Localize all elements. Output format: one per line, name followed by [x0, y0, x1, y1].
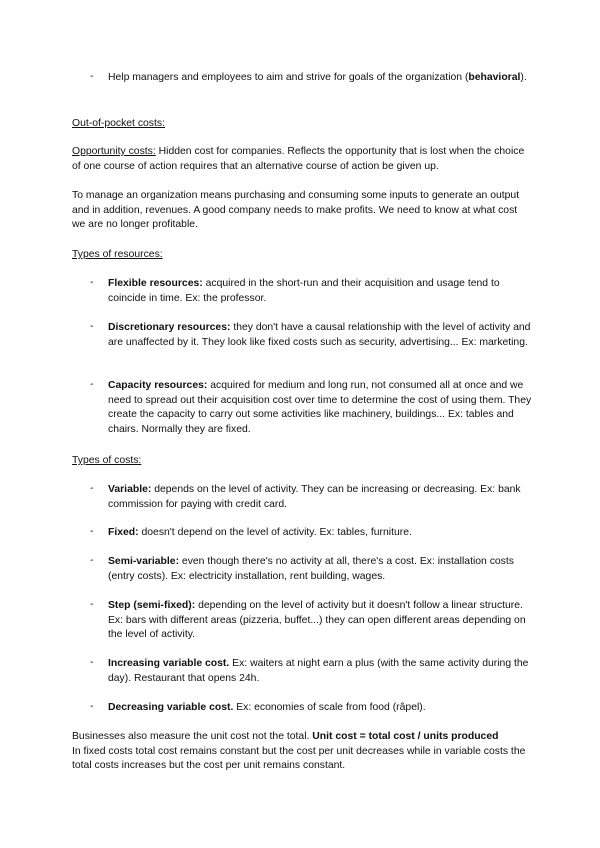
bullet-dash: - — [90, 71, 94, 82]
opportunity-costs-label: Opportunity costs: — [72, 146, 156, 157]
cost-item-semi-variable — [108, 555, 533, 584]
bullet-dash: - — [90, 483, 94, 494]
resource-term: Flexible resources: — [108, 278, 203, 289]
intro-bullet-text: Help managers and employees to aim and strive for goals of the organization ( — [108, 72, 469, 83]
costs-heading: Types of costs: — [72, 455, 142, 466]
cost-text: Ex: waiters at night earn a plus (with the same activity during the day). Restaurant that opens 24h. — [108, 658, 529, 684]
resource-item-flexible — [108, 277, 533, 306]
cost-term: Increasing variable cost. — [108, 658, 230, 669]
cost-item-fixed — [108, 526, 533, 541]
intro-bullet-bold: behavioral — [468, 72, 521, 83]
unit-cost-paragraph — [72, 730, 542, 774]
cost-item-decreasing — [108, 701, 533, 716]
cost-item-variable — [108, 483, 533, 512]
cost-term: Semi-variable: — [108, 556, 180, 567]
intro-bullet-end: ). — [520, 72, 527, 83]
cost-item-step — [108, 599, 533, 643]
resource-text: acquired for medium and long run, not consumed all at once and we need to spread out their acquisition cost over time to determine the cost of using them. They create the capacity to carry out some activities like machinery, buildings... Ex: tables and chairs. Normally they are fixed. — [108, 380, 532, 435]
unit-cost-rest: In fixed costs total cost remains constant but the cost per unit decreases while in variable costs the total costs increases but the cost per unit remains constant. — [72, 745, 526, 772]
manage-paragraph: To manage an organization means purchasing and consuming some inputs to generate an output and in addition, revenues. A good company needs to make profits. We need to know at what cost we are no longer profitable. — [72, 190, 520, 231]
resource-item-capacity — [108, 379, 533, 437]
bullet-dash: - — [90, 321, 94, 332]
intro-bullet — [108, 71, 533, 86]
bullet-dash: - — [90, 701, 94, 712]
cost-term: Fixed: — [108, 527, 139, 538]
opportunity-costs-paragraph — [72, 145, 532, 174]
out-of-pocket-heading: Out-of-pocket costs: — [72, 118, 165, 129]
unit-cost-text: Businesses also measure the unit cost not the total. — [72, 731, 313, 742]
cost-text: Ex: economies of scale from food (râpel). — [233, 702, 426, 713]
bullet-dash: - — [90, 599, 94, 610]
cost-term: Decreasing variable cost. — [108, 702, 234, 713]
bullet-dash: - — [90, 555, 94, 566]
resource-term: Capacity resources: — [108, 380, 208, 391]
cost-item-increasing — [108, 657, 533, 686]
resources-heading: Types of resources: — [72, 249, 163, 260]
resource-term: Discretionary resources: — [108, 322, 231, 333]
bullet-dash: - — [90, 379, 94, 390]
cost-text: doesn't depend on the level of activity. Ex: tables, furniture. — [138, 527, 412, 538]
cost-term: Step (semi-fixed): — [108, 600, 196, 611]
cost-text: even though there's no activity at all, there's a cost. Ex: installation costs (entry costs). Ex: electricity installation, rent building, wages. — [108, 556, 514, 582]
bullet-dash: - — [90, 657, 94, 668]
unit-cost-formula: Unit cost = total cost / units produced — [312, 731, 499, 742]
bullet-dash: - — [90, 526, 94, 537]
opportunity-costs-text: Hidden cost for companies. Reflects the opportunity that is lost when the choice of one course of action requires that an alternative course of action be given up. — [72, 146, 525, 172]
resource-text: they don't have a causal relationship with the level of activity and are unaffected by it. They look like fixed costs such as security, advertising... Ex: marketing. — [108, 322, 531, 348]
cost-text: depending on the level of activity but it doesn't follow a linear structure. Ex: bars with different areas (pizzeria, buffet...) they can open different areas depending on the level of activity. — [108, 600, 526, 641]
bullet-dash: - — [90, 277, 94, 288]
resource-item-discretionary — [108, 321, 533, 350]
resource-text: acquired in the short-run and their acquisition and usage tend to coincide in time. Ex: the professor. — [108, 278, 500, 304]
cost-text: depends on the level of activity. They can be increasing or decreasing. Ex: bank commission for paying with credit card. — [108, 484, 521, 510]
cost-term: Variable: — [108, 484, 152, 495]
